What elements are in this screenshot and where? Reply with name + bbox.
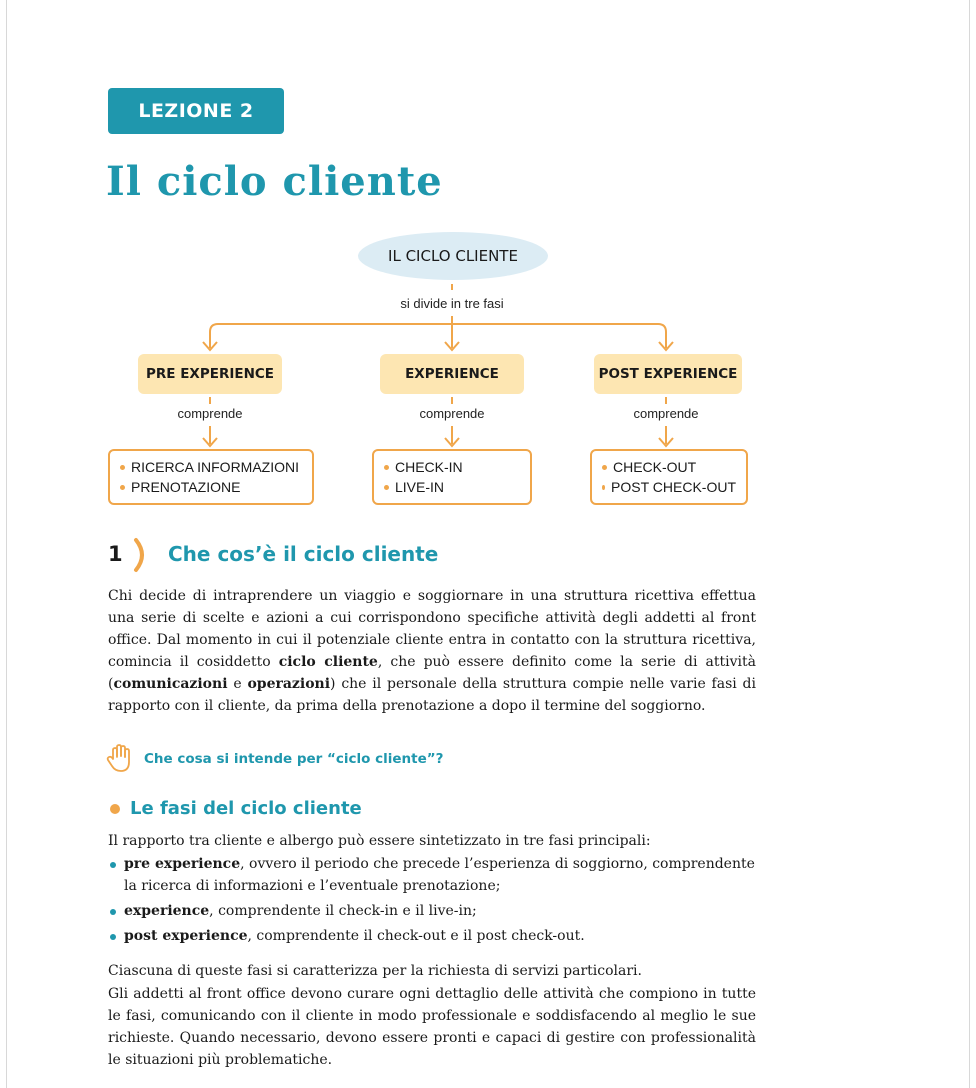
customer-cycle-diagram [0, 0, 976, 520]
page-title: Il ciclo cliente [106, 158, 443, 205]
subsection-bullet-icon [110, 804, 120, 814]
phase-connector-label-exp: comprende [419, 406, 485, 421]
term-operazioni: operazioni [247, 676, 331, 692]
items-box-pre [108, 449, 314, 505]
phase-experience: EXPERIENCE [380, 354, 524, 394]
diagram-item: PRENOTAZIONE [120, 479, 302, 495]
closing-paragraph: Gli addetti al front office devono curare ogni dettaglio delle attività che compiono in tutte le fasi, comunicando con il cliente in modo professionale e soddisfacendo al meglio le sue richieste. Quando necessario, devono essere pronti e capaci di gestire con professionalità le situazioni più problematiche. [108, 986, 756, 1068]
bullet-icon [602, 465, 607, 470]
list-item: experience, comprendente il check-in e il live-in; [108, 900, 756, 922]
root-connector-label: si divide in tre fasi [400, 296, 504, 311]
term-comunicazioni: comunicazioni [113, 676, 228, 692]
section-title: Che cos’è il ciclo cliente [168, 542, 439, 566]
list-item: post experience, comprendente il check-out e il post check-out. [108, 925, 756, 947]
phase-connector-label-pre: comprende [177, 406, 243, 421]
review-question: Che cosa si intende per “ciclo cliente”? [144, 751, 444, 767]
diagram-item: POST CHECK-OUT [602, 479, 736, 495]
bullet-icon [602, 485, 605, 490]
section-bracket-icon [132, 537, 152, 573]
bullet-icon [384, 465, 389, 470]
bullet-icon [120, 465, 125, 470]
lesson-tag: LEZIONE 2 [108, 88, 284, 134]
list-item: pre experience, ovvero il periodo che precede l’esperienza di soggiorno, comprendente la ricerca di informazioni e l’eventuale prenotazione; [108, 853, 756, 897]
section-number: 1 [108, 542, 123, 566]
diagram-root: IL CICLO CLIENTE [358, 232, 548, 280]
items-box-post [590, 449, 748, 505]
diagram-item: RICERCA INFORMAZIONI [120, 459, 302, 475]
connector-branch [210, 324, 666, 348]
phase-connector-label-post: comprende [633, 406, 699, 421]
closing-sentence: Ciascuna di queste fasi si caratterizza per la richiesta di servizi particolari. [108, 963, 642, 979]
diagram-item: CHECK-OUT [602, 459, 736, 475]
bullet-icon [110, 909, 116, 915]
subsection-title: Le fasi del ciclo cliente [130, 798, 362, 819]
diagram-item: CHECK-IN [384, 459, 520, 475]
phases-list [108, 853, 756, 947]
bullet-icon [120, 485, 125, 490]
phase-post-experience: POST EXPERIENCE [594, 354, 742, 394]
section-paragraph: Chi decide di intraprendere un viaggio e soggiornare in una struttura ricettiva effettua una serie di scelte e azioni a cui corrispondono specifiche attività degli addetti al front office. Dal momento in cui il potenziale cliente entra in contatto con la struttura ricettiva, comincia il cosiddetto ciclo cliente, che può essere definito come la serie di attività (comunicazioni e operazioni) che il personale della struttura compie nelle varie fasi di rapporto con il cliente, da prima della prenotazione a dopo il termine del soggiorno. [108, 588, 756, 714]
bullet-icon [110, 862, 116, 868]
hand-icon [106, 744, 134, 774]
phase-pre-experience: PRE EXPERIENCE [138, 354, 282, 394]
bullet-icon [110, 934, 116, 940]
bullet-icon [384, 485, 389, 490]
term-ciclo-cliente: ciclo cliente [278, 654, 378, 670]
diagram-item: LIVE-IN [384, 479, 520, 495]
subsection-intro: Il rapporto tra cliente e albergo può essere sintetizzato in tre fasi principali: [108, 833, 651, 849]
items-box-exp [372, 449, 532, 505]
